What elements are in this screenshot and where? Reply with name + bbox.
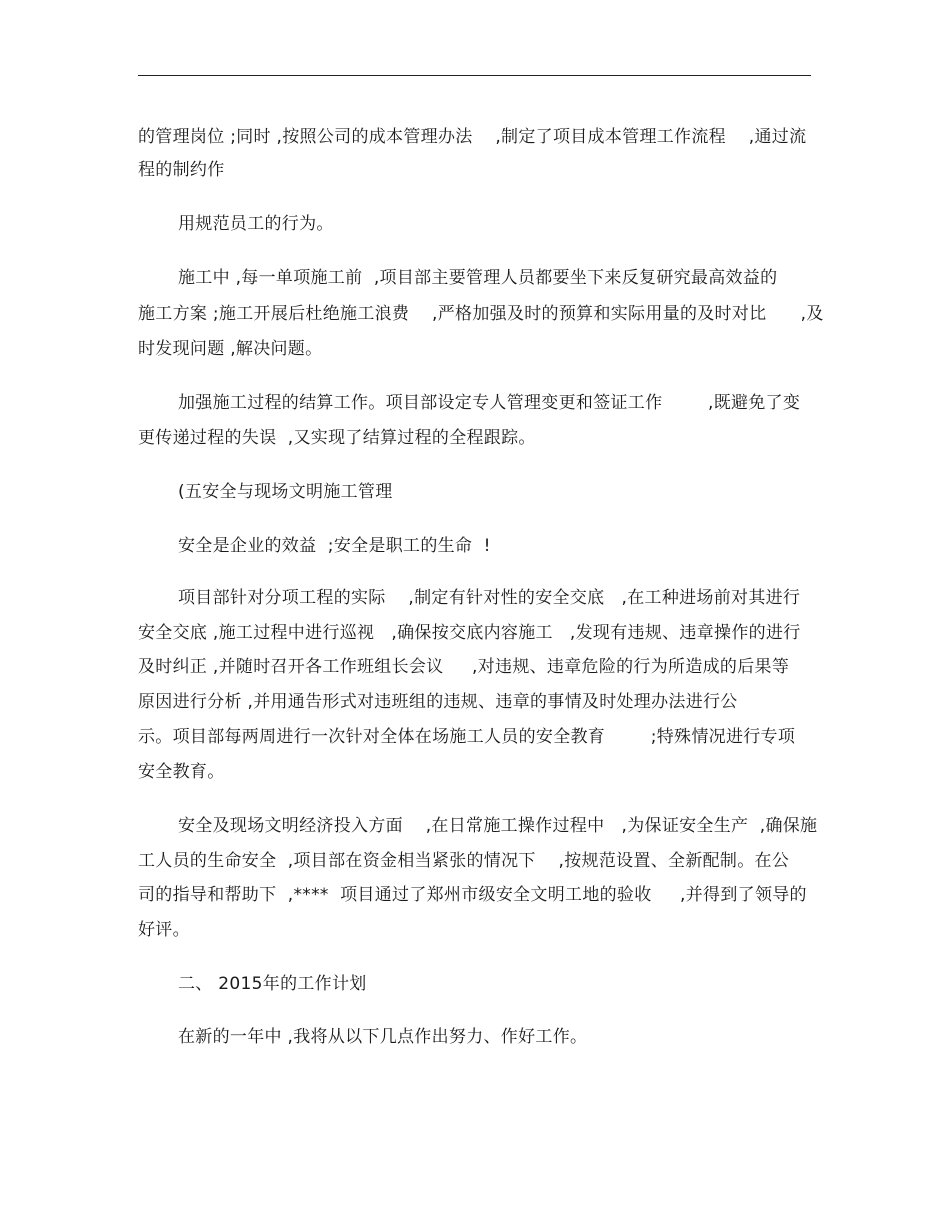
section-heading: 二、 2015年的工作计划 [178, 974, 367, 994]
paragraph-line: 施工方案 ;施工开展后杜绝施工浪费 ,严格加强及时的预算和实际用量的及时对比 ,及 [138, 304, 824, 324]
paragraph-line: 在新的一年中 ,我将从以下几点作出努力、作好工作。 [178, 1027, 588, 1047]
section-heading: (五安全与现场文明施工管理 [178, 482, 393, 502]
paragraph-line: 工人员的生命安全 ,项目部在资金相当紧张的情况下 ,按规范设置、全新配制。在公 [138, 851, 790, 871]
paragraph-line: 的管理岗位 ;同时 ,按照公司的成本管理办法 ,制定了项目成本管理工作流程 ,通过流 [138, 127, 807, 147]
paragraph-line: 安全是企业的效益 ;安全是职工的生命 ! [178, 536, 491, 556]
paragraph-line: 安全教育。 [138, 762, 225, 782]
paragraph-line: 更传递过程的失误 ,又实现了结算过程的全程跟踪。 [138, 428, 536, 448]
paragraph-line: 好评。 [138, 920, 190, 940]
paragraph-line: 示。项目部每两周进行一次针对全体在场施工人员的安全教育 ;特殊情况进行专项 [138, 727, 796, 747]
paragraph-line: 安全交底 ,施工过程中进行巡视 ,确保按交底内容施工 ,发现有违规、违章操作的进行 [138, 623, 801, 643]
paragraph-line: 用规范员工的行为。 [178, 214, 334, 234]
paragraph-line: 时发现问题 ,解决问题。 [138, 339, 323, 359]
paragraph-line: 程的制约作 [138, 160, 225, 180]
paragraph-line: 安全及现场文明经济投入方面 ,在日常施工操作过程中 ,为保证安全生产 ,确保施 [178, 816, 818, 836]
paragraph-line: 司的指导和帮助下 ,**** 项目通过了郑州市级安全文明工地的验收 ,并得到了领导的 [138, 885, 807, 905]
header-rule [138, 75, 811, 76]
paragraph-line: 加强施工过程的结算工作。项目部设定专人管理变更和签证工作 ,既避免了变 [178, 393, 801, 413]
paragraph-line: 施工中 ,每一单项施工前 ,项目部主要管理人员都要坐下来反复研究最高效益的 [178, 268, 778, 288]
paragraph-line: 原因进行分析 ,并用通告形式对违班组的违规、违章的事情及时处理办法进行公 [138, 692, 738, 712]
paragraph-line: 及时纠正 ,并随时召开各工作班组长会议 ,对违规、违章危险的行为所造成的后果等 [138, 657, 790, 677]
paragraph-line: 项目部针对分项工程的实际 ,制定有针对性的安全交底 ,在工种进场前对其进行 [178, 588, 801, 608]
